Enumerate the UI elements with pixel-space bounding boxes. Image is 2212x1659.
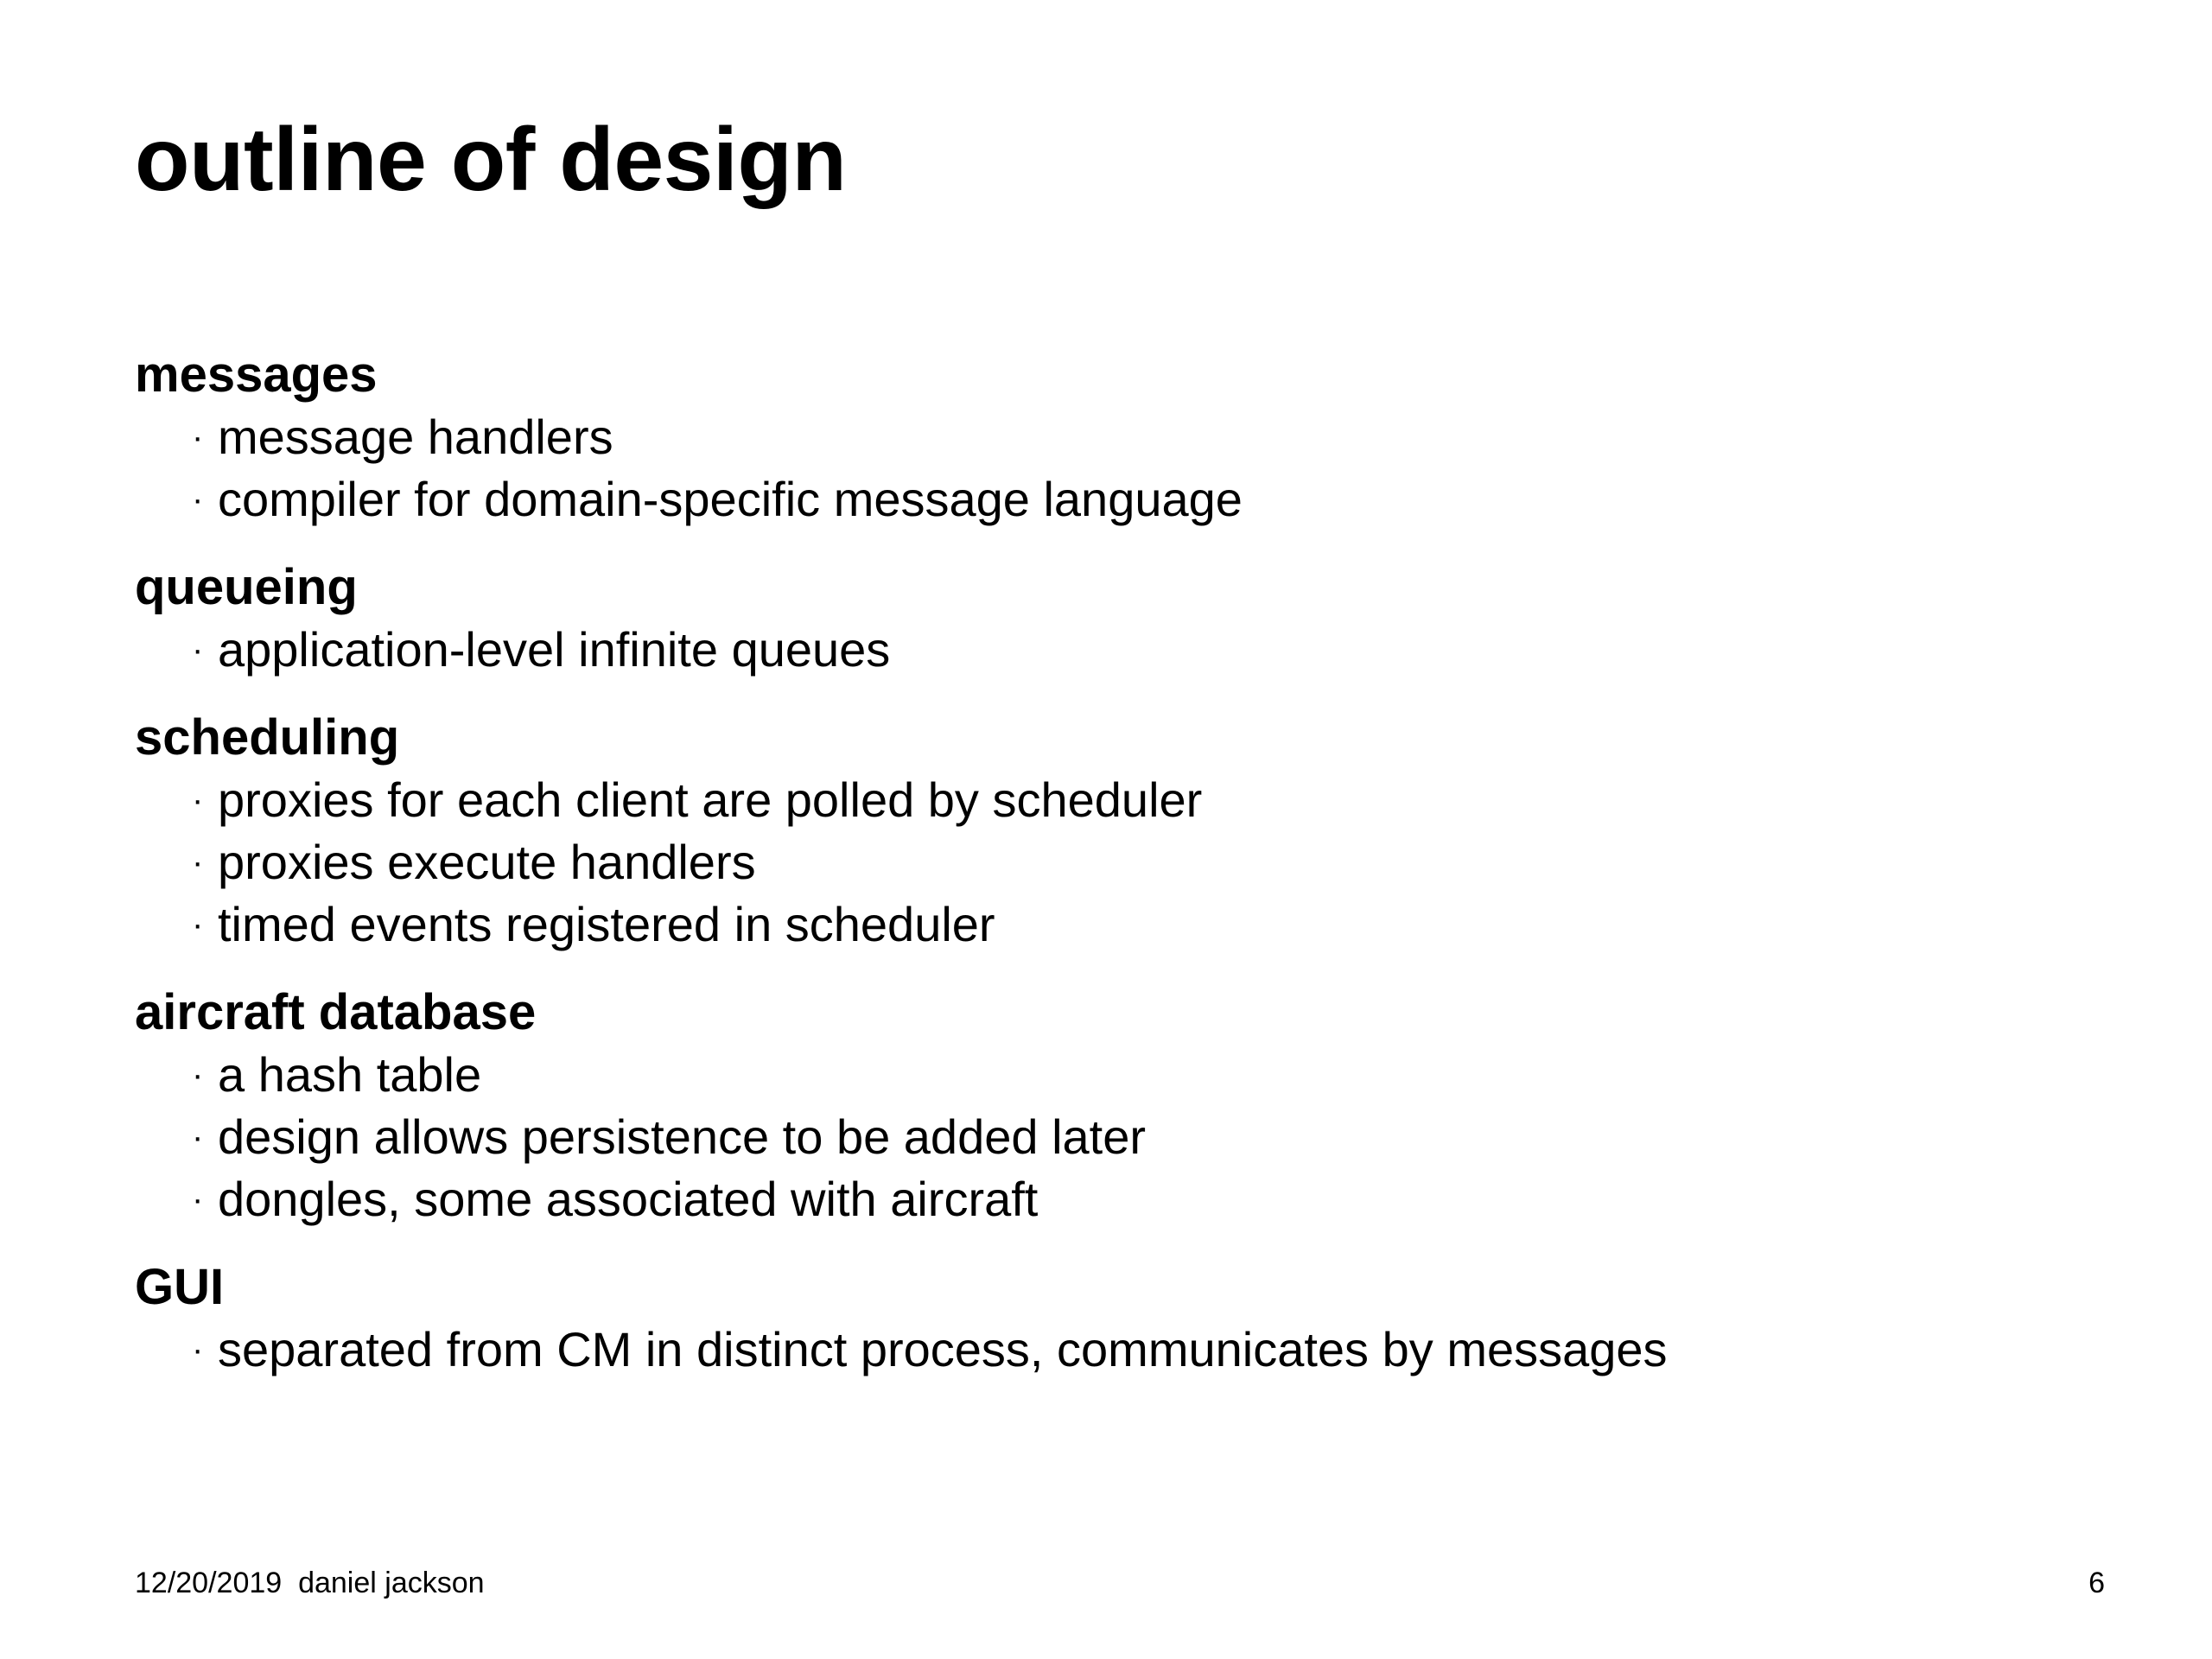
bullet-list [135, 769, 2122, 956]
bullet-text: dongles, some associated with aircraft [218, 1172, 1039, 1226]
bullet-item [192, 468, 2122, 531]
bullet-text: timed events registered in scheduler [218, 897, 995, 951]
section [135, 1256, 2122, 1381]
bullet-text: separated from CM in distinct process, communicates by messages [218, 1322, 1668, 1376]
bullet-text: message handlers [218, 410, 613, 464]
section-heading: GUI [135, 1259, 225, 1315]
bullet-dot-icon: · [192, 906, 204, 944]
section-heading: messages [135, 346, 378, 403]
bullet-dot-icon: · [192, 1118, 204, 1156]
bullet-dot-icon: · [192, 843, 204, 881]
bullet-item [192, 1106, 2122, 1168]
bullet-dot-icon: · [192, 631, 204, 669]
bullet-item [192, 831, 2122, 893]
sections-list [135, 344, 2122, 1407]
bullet-item [192, 1168, 2122, 1230]
bullet-list [135, 1319, 2122, 1381]
bullet-text: proxies execute handlers [218, 835, 756, 889]
bullet-dot-icon: · [192, 1056, 204, 1094]
footer-author: daniel jackson [298, 1567, 485, 1599]
bullet-text: design allows persistence to be added later [218, 1109, 1147, 1164]
section-heading: scheduling [135, 709, 400, 766]
section [135, 707, 2122, 956]
bullet-dot-icon: · [192, 781, 204, 819]
page-number: 6 [2088, 1567, 2105, 1599]
bullet-dot-icon: · [192, 480, 204, 518]
bullet-list [135, 1044, 2122, 1230]
bullet-item [192, 619, 2122, 681]
bullet-text: a hash table [218, 1047, 482, 1102]
section-heading: queueing [135, 559, 358, 615]
bullet-item [192, 769, 2122, 831]
bullet-text: application-level infinite queues [218, 622, 891, 677]
bullet-dot-icon: · [192, 1180, 204, 1218]
section [135, 982, 2122, 1230]
section [135, 344, 2122, 531]
slide-title: outline of design [135, 110, 847, 210]
bullet-list [135, 406, 2122, 531]
bullet-list [135, 619, 2122, 681]
section [135, 556, 2122, 681]
bullet-text: proxies for each client are polled by scheduler [218, 772, 1203, 827]
section-heading: aircraft database [135, 984, 537, 1040]
footer-left [135, 1564, 485, 1602]
bullet-dot-icon: · [192, 1331, 204, 1369]
bullet-dot-icon: · [192, 418, 204, 456]
footer-date: 12/20/2019 [135, 1567, 283, 1599]
bullet-item [192, 1044, 2122, 1106]
bullet-text: compiler for domain-specific message language [218, 472, 1243, 526]
bullet-item [192, 1319, 2122, 1381]
bullet-item [192, 893, 2122, 956]
bullet-item [192, 406, 2122, 468]
